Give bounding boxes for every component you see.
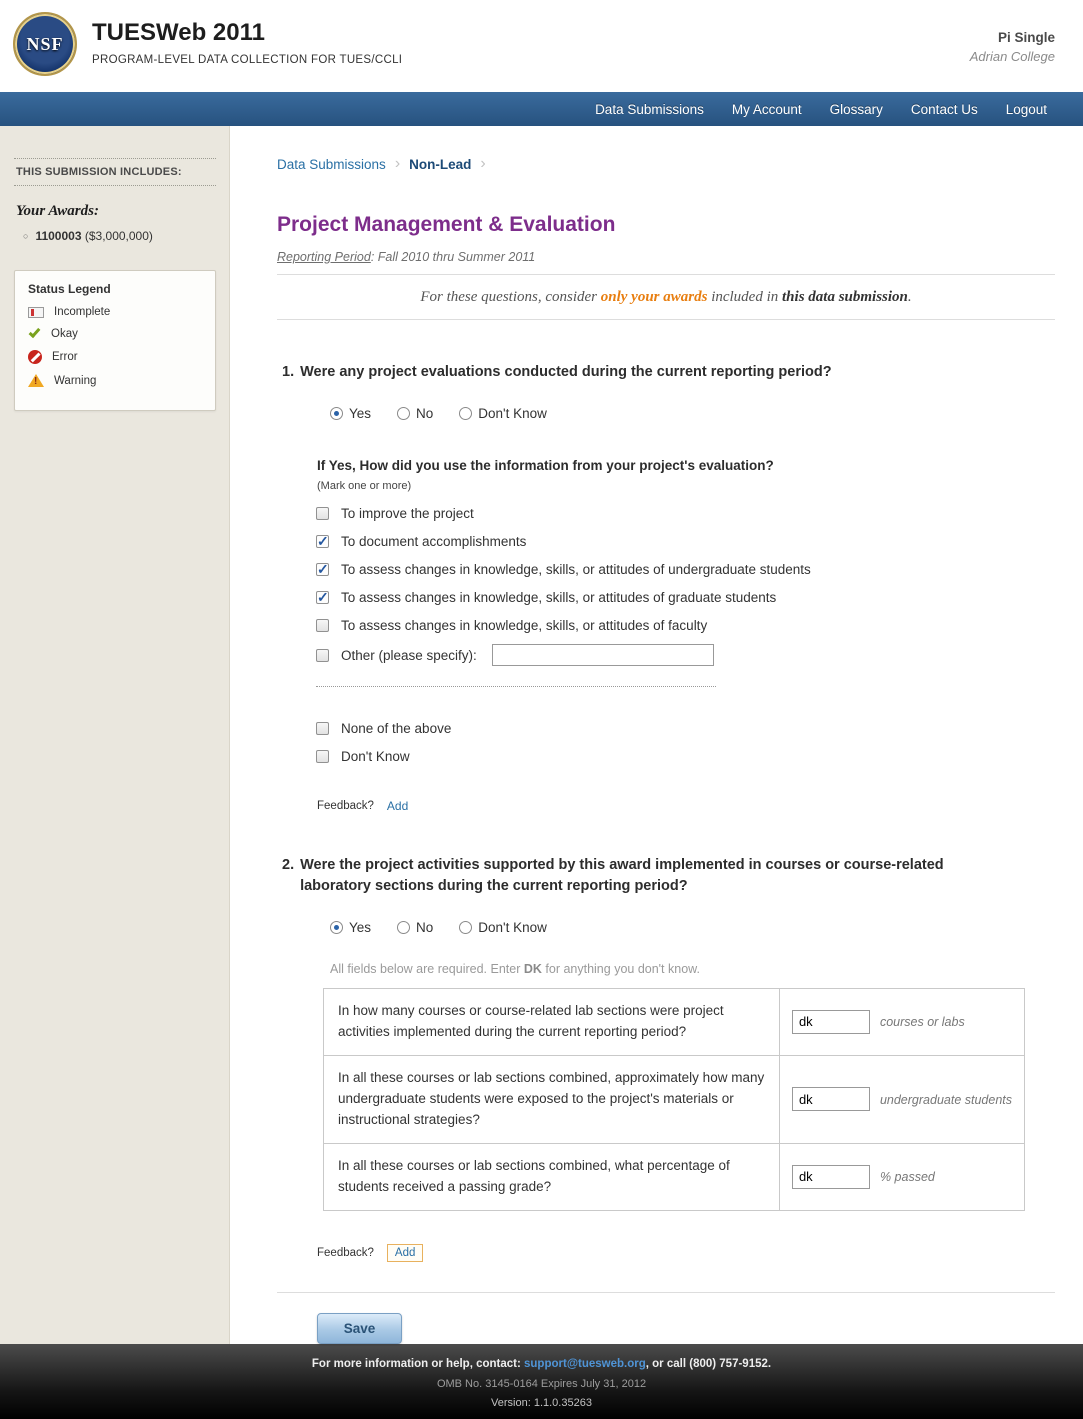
award-number: 1100003 (35, 229, 82, 243)
footer (0, 1344, 1083, 1419)
q1-followup-note: (Mark one or more) (317, 480, 412, 493)
checkbox-icon[interactable] (316, 535, 329, 548)
radio-icon[interactable] (330, 407, 343, 420)
status-legend (14, 270, 216, 411)
main-nav (0, 92, 1083, 126)
status-legend-title: Status Legend (28, 282, 111, 296)
notice-text: . (907, 289, 912, 305)
award-bullet-icon: ○ (23, 231, 29, 241)
nsf-logo-icon (13, 12, 77, 76)
divider (277, 1292, 1055, 1293)
title-block (92, 19, 402, 66)
breadcrumb-separator-icon: › (394, 155, 401, 172)
sidebar (0, 126, 230, 1344)
user-organization: Adrian College (969, 49, 1055, 64)
radio-label: Don't Know (478, 406, 547, 422)
nav-item-glossary[interactable]: Glossary (829, 101, 883, 117)
q2-option-no[interactable] (397, 920, 433, 935)
q2-row2-input[interactable] (792, 1087, 870, 1111)
question-1 (282, 362, 1007, 383)
notice-text: included in (707, 289, 783, 305)
notice-bold: this data submission (782, 289, 908, 305)
radio-label: No (416, 920, 434, 936)
q2-row1-question: In how many courses or course-related lab sections were project activities implemented during the current reporting period? (324, 989, 780, 1056)
legend-label: Warning (54, 374, 97, 387)
question-2-text: Were the project activities supported by this award implemented in courses or course-related laboratory sections during the current reporting period? (300, 857, 944, 895)
question-2-radio-group (330, 920, 1055, 935)
q1-feedback-add-link[interactable]: Add (386, 799, 409, 814)
breadcrumb-separator-icon: › (480, 155, 486, 172)
top-header (0, 0, 1083, 92)
checkbox-icon[interactable] (316, 591, 329, 604)
legend-item-okay (28, 328, 205, 340)
notice-text: For these questions, consider (420, 289, 601, 305)
incomplete-icon (28, 307, 44, 318)
q1-option-yes[interactable] (330, 406, 371, 421)
feedback-label: Feedback? (317, 1246, 374, 1259)
checkbox-icon[interactable] (316, 563, 329, 576)
breadcrumb-non-lead[interactable]: Non-Lead (409, 156, 472, 172)
q2-table (323, 988, 1025, 1210)
checkbox-icon[interactable] (316, 722, 329, 735)
q2-row2-question: In all these courses or lab sections combined, approximately how many undergraduate students were exposed to the project's materials or instructional strategies? (324, 1055, 780, 1143)
user-block (970, 30, 1055, 64)
radio-label: Yes (349, 920, 372, 936)
footer-version-line: Version: 1.1.0.35263 (491, 1396, 592, 1409)
main-content (230, 126, 1083, 1344)
checkbox-document-accomplishments[interactable] (316, 532, 1055, 551)
footer-omb-line: OMB No. 3145-0164 Expires July 31, 2012 (436, 1377, 647, 1390)
other-specify-input[interactable] (492, 644, 714, 666)
legend-item-error (28, 350, 205, 364)
nav-item-my-account[interactable]: My Account (731, 101, 802, 117)
radio-icon[interactable] (330, 921, 343, 934)
question-1-number: 1. (282, 364, 295, 380)
breadcrumb (277, 155, 1055, 173)
checkbox-dont-know[interactable] (316, 747, 1055, 766)
q1-option-no[interactable] (397, 406, 433, 421)
q2-row3-input[interactable] (792, 1165, 870, 1189)
radio-icon[interactable] (459, 921, 472, 934)
checkbox-assess-undergraduate[interactable] (316, 560, 1055, 579)
q1-checkbox-list (316, 504, 1055, 766)
checkbox-label: To assess changes in knowledge, skills, or attitudes of undergraduate students (341, 562, 811, 578)
checkbox-icon[interactable] (316, 619, 329, 632)
question-1-radio-group (330, 406, 1055, 421)
question-2 (282, 855, 1007, 897)
table-row (324, 989, 1025, 1056)
nsf-logo-text: NSF (26, 33, 64, 54)
notice-highlight: only your awards (600, 289, 708, 305)
footer-contact-line (0, 1358, 1083, 1370)
checkbox-label: To improve the project (341, 506, 474, 522)
note-text: All fields below are required. Enter (330, 962, 524, 977)
q2-option-yes[interactable] (330, 920, 371, 935)
page-title: Project Management & Evaluation (277, 213, 616, 236)
reporting-period-value: : Fall 2010 thru Summer 2011 (370, 250, 536, 264)
q2-row1-unit: courses or labs (879, 1015, 965, 1030)
your-awards-heading: Your Awards: (16, 203, 99, 219)
nav-item-logout[interactable]: Logout (1005, 101, 1047, 117)
radio-icon[interactable] (397, 921, 410, 934)
note-text: for anything you don't know. (541, 962, 700, 977)
feedback-label: Feedback? (317, 800, 374, 813)
radio-icon[interactable] (459, 407, 472, 420)
radio-label: Yes (349, 406, 372, 422)
checkbox-icon[interactable] (316, 507, 329, 520)
checkbox-label: To assess changes in knowledge, skills, or attitudes of faculty (341, 618, 708, 634)
reporting-period-label: Reporting Period (277, 250, 371, 264)
legend-item-incomplete (28, 306, 205, 318)
q1-followup-heading: If Yes, How did you use the information from your project's evaluation? (317, 458, 774, 474)
error-icon (28, 350, 42, 364)
warning-icon (28, 374, 44, 387)
footer-text: For more information or help, contact: (311, 1357, 525, 1370)
support-email-link[interactable]: support@tuesweb.org (524, 1357, 646, 1370)
q2-row3-question: In all these courses or lab sections combined, what percentage of students received a passing grade? (324, 1143, 780, 1210)
radio-label: Don't Know (478, 920, 547, 936)
legend-label: Error (52, 351, 78, 363)
support-phone: (800) 757-9152 (689, 1357, 768, 1370)
nav-item-data-submissions[interactable]: Data Submissions (595, 101, 704, 117)
checkbox-improve-project[interactable] (316, 504, 1055, 523)
app-subtitle: PROGRAM-LEVEL DATA COLLECTION FOR TUES/CCLI (92, 54, 403, 66)
save-button[interactable]: Save (317, 1313, 402, 1344)
checkbox-icon[interactable] (316, 649, 329, 662)
table-row (324, 1055, 1025, 1143)
checkbox-label: Don't Know (341, 749, 410, 765)
awards-notice (277, 275, 1055, 320)
q2-row1-input[interactable] (792, 1010, 870, 1034)
reporting-period (277, 250, 1055, 275)
q2-feedback (317, 1244, 1055, 1262)
radio-icon[interactable] (397, 407, 410, 420)
q2-required-note (330, 962, 1055, 976)
checkbox-label: To assess changes in knowledge, skills, or attitudes of graduate students (341, 590, 777, 606)
legend-label: Okay (51, 328, 78, 340)
checkbox-assess-graduate[interactable] (316, 588, 1055, 607)
legend-item-warning (28, 374, 205, 387)
checkbox-label: None of the above (341, 721, 452, 737)
q2-option-dont-know[interactable] (459, 920, 547, 935)
submission-includes-heading: THIS SUBMISSION INCLUDES: (14, 158, 216, 186)
checkbox-other[interactable] (316, 644, 716, 666)
app-title: TUESWeb 2011 (92, 19, 265, 46)
q1-option-dont-know[interactable] (459, 406, 547, 421)
legend-label: Incomplete (54, 306, 111, 318)
q2-row3-unit: % passed (879, 1170, 935, 1185)
q1-feedback (317, 799, 1055, 813)
question-1-text: Were any project evaluations conducted during the current reporting period? (300, 364, 832, 380)
question-2-number: 2. (282, 857, 295, 874)
breadcrumb-data-submissions[interactable]: Data Submissions (277, 156, 386, 172)
checkbox-label: Other (please specify): (341, 647, 477, 663)
user-name: Pi Single (997, 30, 1055, 45)
checkbox-icon[interactable] (316, 750, 329, 763)
checkbox-assess-faculty[interactable] (316, 616, 1055, 635)
checkbox-none-of-the-above[interactable] (316, 719, 1055, 738)
radio-label: No (416, 406, 434, 422)
q2-feedback-add-button[interactable]: Add (387, 1244, 423, 1262)
okay-check-icon (29, 326, 41, 338)
award-item (23, 229, 216, 243)
nav-item-contact-us[interactable]: Contact Us (910, 101, 978, 117)
footer-text: , or call (645, 1357, 690, 1370)
footer-text: . (767, 1357, 772, 1370)
table-row (324, 1143, 1025, 1210)
award-amount: ($3,000,000) (84, 229, 153, 243)
checkbox-label: To document accomplishments (341, 534, 527, 550)
note-dk: DK (523, 962, 542, 977)
q2-row2-unit: undergraduate students (879, 1092, 1012, 1107)
